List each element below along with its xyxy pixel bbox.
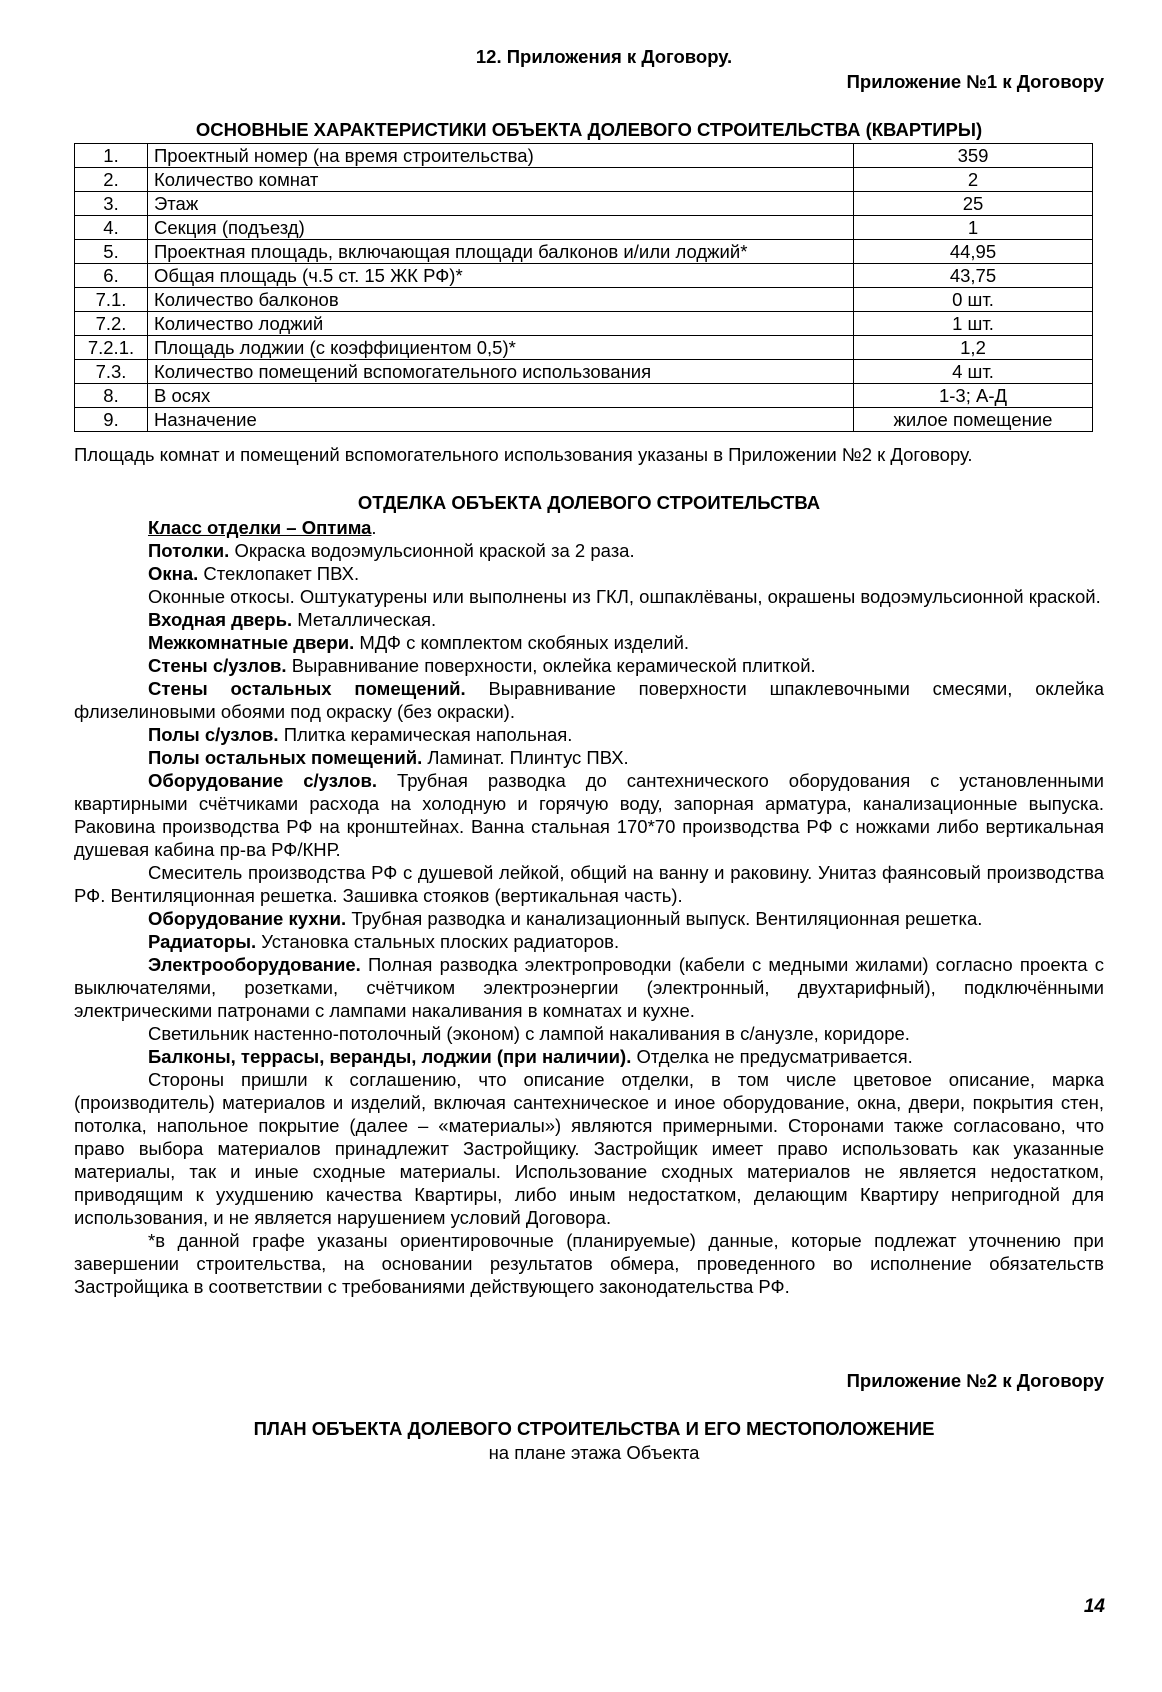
table-row	[75, 312, 1093, 336]
finish-item-label: Потолки.	[148, 540, 230, 561]
page-number: 14	[1083, 1596, 1105, 1617]
finish-class-dot: .	[371, 517, 377, 538]
finish-item-label: Стены остальных помещений.	[148, 678, 466, 699]
finish-item-text: Ламинат. Плинтус ПВХ.	[422, 747, 629, 768]
finish-item-label: Входная дверь.	[148, 609, 293, 630]
row-name: Количество комнат	[148, 168, 854, 192]
row-number: 3.	[75, 192, 148, 216]
row-name: Количество помещений вспомогательного использования	[148, 360, 854, 384]
finish-paragraph	[74, 585, 1104, 608]
row-value: 1-3; А-Д	[854, 384, 1093, 408]
finish-paragraph	[74, 539, 1104, 562]
row-value: 1	[854, 216, 1093, 240]
characteristics-title: ОСНОВНЫЕ ХАРАКТЕРИСТИКИ ОБЪЕКТА ДОЛЕВОГО СТРОИТЕЛЬСТВА (КВАРТИРЫ)	[195, 119, 983, 140]
row-name: Назначение	[148, 408, 854, 432]
finish-class	[74, 516, 1104, 539]
row-value: 25	[854, 192, 1093, 216]
finish-item-label: Электрооборудование.	[148, 954, 361, 975]
row-name: Этаж	[148, 192, 854, 216]
finish-body	[74, 516, 1104, 1298]
table-row	[75, 264, 1093, 288]
finish-item-text: МДФ с комплектом скобяных изделий.	[354, 632, 690, 653]
finish-item-text: Окраска водоэмульсионной краской за 2 раза.	[229, 540, 635, 561]
finish-paragraph	[74, 677, 1104, 723]
row-value: 0 шт.	[854, 288, 1093, 312]
appendix1-label: Приложение №1 к Договору	[846, 71, 1104, 92]
table-row	[75, 216, 1093, 240]
finish-paragraph	[74, 1229, 1104, 1298]
row-name: Секция (подъезд)	[148, 216, 854, 240]
finish-item-text: Полная разводка электропроводки (кабели с медными жилами) согласно проекта с выключателями, розетками, счётчиком электроэнергии (электронный, двухтарифный), подключёнными электрическими патронами с лампами накаливания в комнатах и кухне.	[74, 954, 1104, 1021]
finish-item-text: Выравнивание поверхности шпаклевочными смесями, оклейка флизелиновыми обоями под окраску (без окраски).	[74, 678, 1104, 722]
finish-item-text: *в данной графе указаны ориентировочные (планируемые) данные, которые подлежат уточнению при завершении строительства, на основании результатов обмера, проведенного во исполнение обязательств Застройщика в соответствии с требованиями действующего законодательства РФ.	[74, 1230, 1104, 1297]
row-value: 2	[854, 168, 1093, 192]
finish-paragraph	[74, 1045, 1104, 1068]
finish-item-text: Плитка керамическая напольная.	[278, 724, 573, 745]
section-title: 12. Приложения к Договору.	[475, 46, 733, 67]
appendix2-label: Приложение №2 к Договору	[846, 1370, 1104, 1391]
finish-paragraph	[74, 953, 1104, 1022]
table-row	[75, 408, 1093, 432]
finish-item-text: Отделка не предусматривается.	[631, 1046, 913, 1067]
table-row	[75, 288, 1093, 312]
finish-item-label: Оборудование с/узлов.	[148, 770, 377, 791]
finish-item-label: Полы с/узлов.	[148, 724, 279, 745]
row-value: 43,75	[854, 264, 1093, 288]
row-number: 8.	[75, 384, 148, 408]
finish-item-label: Радиаторы.	[148, 931, 257, 952]
row-number: 2.	[75, 168, 148, 192]
row-number: 7.2.	[75, 312, 148, 336]
row-name: Площадь лоджии (с коэффициентом 0,5)*	[148, 336, 854, 360]
finish-paragraph	[74, 1022, 1104, 1045]
finish-paragraph	[74, 861, 1104, 907]
row-name: В осях	[148, 384, 854, 408]
finish-paragraph	[74, 930, 1104, 953]
row-number: 7.1.	[75, 288, 148, 312]
plan-subtitle: на плане этажа Объекта	[488, 1442, 700, 1463]
finish-paragraph	[74, 723, 1104, 746]
table-row	[75, 384, 1093, 408]
row-value: 4 шт.	[854, 360, 1093, 384]
finish-item-label: Окна.	[148, 563, 199, 584]
finish-item-text: Выравнивание поверхности, оклейка керамической плиткой.	[286, 655, 816, 676]
row-number: 6.	[75, 264, 148, 288]
finish-item-label: Оборудование кухни.	[148, 908, 347, 929]
finish-item-text: Светильник настенно-потолочный (эконом) с лампой накаливания в с/анузле, коридоре.	[148, 1023, 910, 1044]
characteristics-note: Площадь комнат и помещений вспомогательного использования указаны в Приложении №2 к Договору.	[74, 444, 973, 465]
table-row	[75, 360, 1093, 384]
finish-class-label: Класс отделки – Оптима	[148, 517, 372, 538]
finish-item-text: Стеклопакет ПВХ.	[198, 563, 360, 584]
finish-paragraph	[74, 746, 1104, 769]
finish-paragraph	[74, 907, 1104, 930]
row-name: Проектный номер (на время строительства)	[148, 144, 854, 168]
row-value: 1,2	[854, 336, 1093, 360]
plan-title: ПЛАН ОБЪЕКТА ДОЛЕВОГО СТРОИТЕЛЬСТВА И ЕГО МЕСТОПОЛОЖЕНИЕ	[253, 1418, 935, 1439]
row-name: Количество лоджий	[148, 312, 854, 336]
characteristics-table	[74, 143, 1093, 432]
table-row	[75, 336, 1093, 360]
row-name: Количество балконов	[148, 288, 854, 312]
row-value: жилое помещение	[854, 408, 1093, 432]
row-number: 9.	[75, 408, 148, 432]
table-row	[75, 240, 1093, 264]
table-row	[75, 144, 1093, 168]
row-number: 5.	[75, 240, 148, 264]
finish-paragraph	[74, 1068, 1104, 1229]
finish-item-text: Установка стальных плоских радиаторов.	[256, 931, 620, 952]
finish-item-text: Оконные откосы. Оштукатурены или выполнены из ГКЛ, ошпаклёваны, окрашены водоэмульсионной краской.	[148, 586, 1101, 607]
row-name: Проектная площадь, включающая площади балконов и/или лоджий*	[148, 240, 854, 264]
row-value: 1 шт.	[854, 312, 1093, 336]
table-row	[75, 192, 1093, 216]
finish-item-label: Полы остальных помещений.	[148, 747, 423, 768]
row-number: 7.2.1.	[75, 336, 148, 360]
table-row	[75, 168, 1093, 192]
row-value: 359	[854, 144, 1093, 168]
finish-item-label: Стены с/узлов.	[148, 655, 287, 676]
finish-title: ОТДЕЛКА ОБЪЕКТА ДОЛЕВОГО СТРОИТЕЛЬСТВА	[357, 492, 821, 513]
row-number: 4.	[75, 216, 148, 240]
finish-item-text: Металлическая.	[292, 609, 437, 630]
finish-paragraph	[74, 631, 1104, 654]
finish-item-label: Межкомнатные двери.	[148, 632, 355, 653]
finish-paragraph	[74, 608, 1104, 631]
finish-item-label: Балконы, террасы, веранды, лоджии (при наличии).	[148, 1046, 632, 1067]
row-name: Общая площадь (ч.5 ст. 15 ЖК РФ)*	[148, 264, 854, 288]
finish-item-text: Стороны пришли к соглашению, что описание отделки, в том числе цветовое описание, марка (производитель) материалов и изделий, включая сантехническое и иное оборудование, окна, двери, покрытия стен, потолка, напольное покрытие (далее – «материалы») являются примерными. Сторонами также согласовано, что право выбора материалов принадлежит Застройщику. Застройщик имеет право использовать как указанные материалы, так и иные сходные материалы. Использование сходных материалов не является недостатком, приводящим к ухудшению качества Квартиры, либо иным недостатком, делающим Квартиру непригодной для использования, и не является нарушением условий Договора.	[74, 1069, 1104, 1228]
row-number: 1.	[75, 144, 148, 168]
finish-paragraph	[74, 769, 1104, 861]
row-value: 44,95	[854, 240, 1093, 264]
finish-item-text: Смеситель производства РФ с душевой лейкой, общий на ванну и раковину. Унитаз фаянсовый производства РФ. Вентиляционная решетка. Зашивка стояков (вертикальная часть).	[74, 862, 1104, 906]
finish-item-text: Трубная разводка до сантехнического оборудования с установленными квартирными счётчиками расхода на холодную и горячую воду, запорная арматура, канализационные выпуска. Раковина производства РФ на кронштейнах. Ванна стальная 170*70 производства РФ с ножками либо вертикальная душевая кабина пр-ва РФ/КНР.	[74, 770, 1104, 860]
finish-paragraph	[74, 654, 1104, 677]
finish-item-text: Трубная разводка и канализационный выпуск. Вентиляционная решетка.	[346, 908, 983, 929]
finish-paragraph	[74, 562, 1104, 585]
row-number: 7.3.	[75, 360, 148, 384]
